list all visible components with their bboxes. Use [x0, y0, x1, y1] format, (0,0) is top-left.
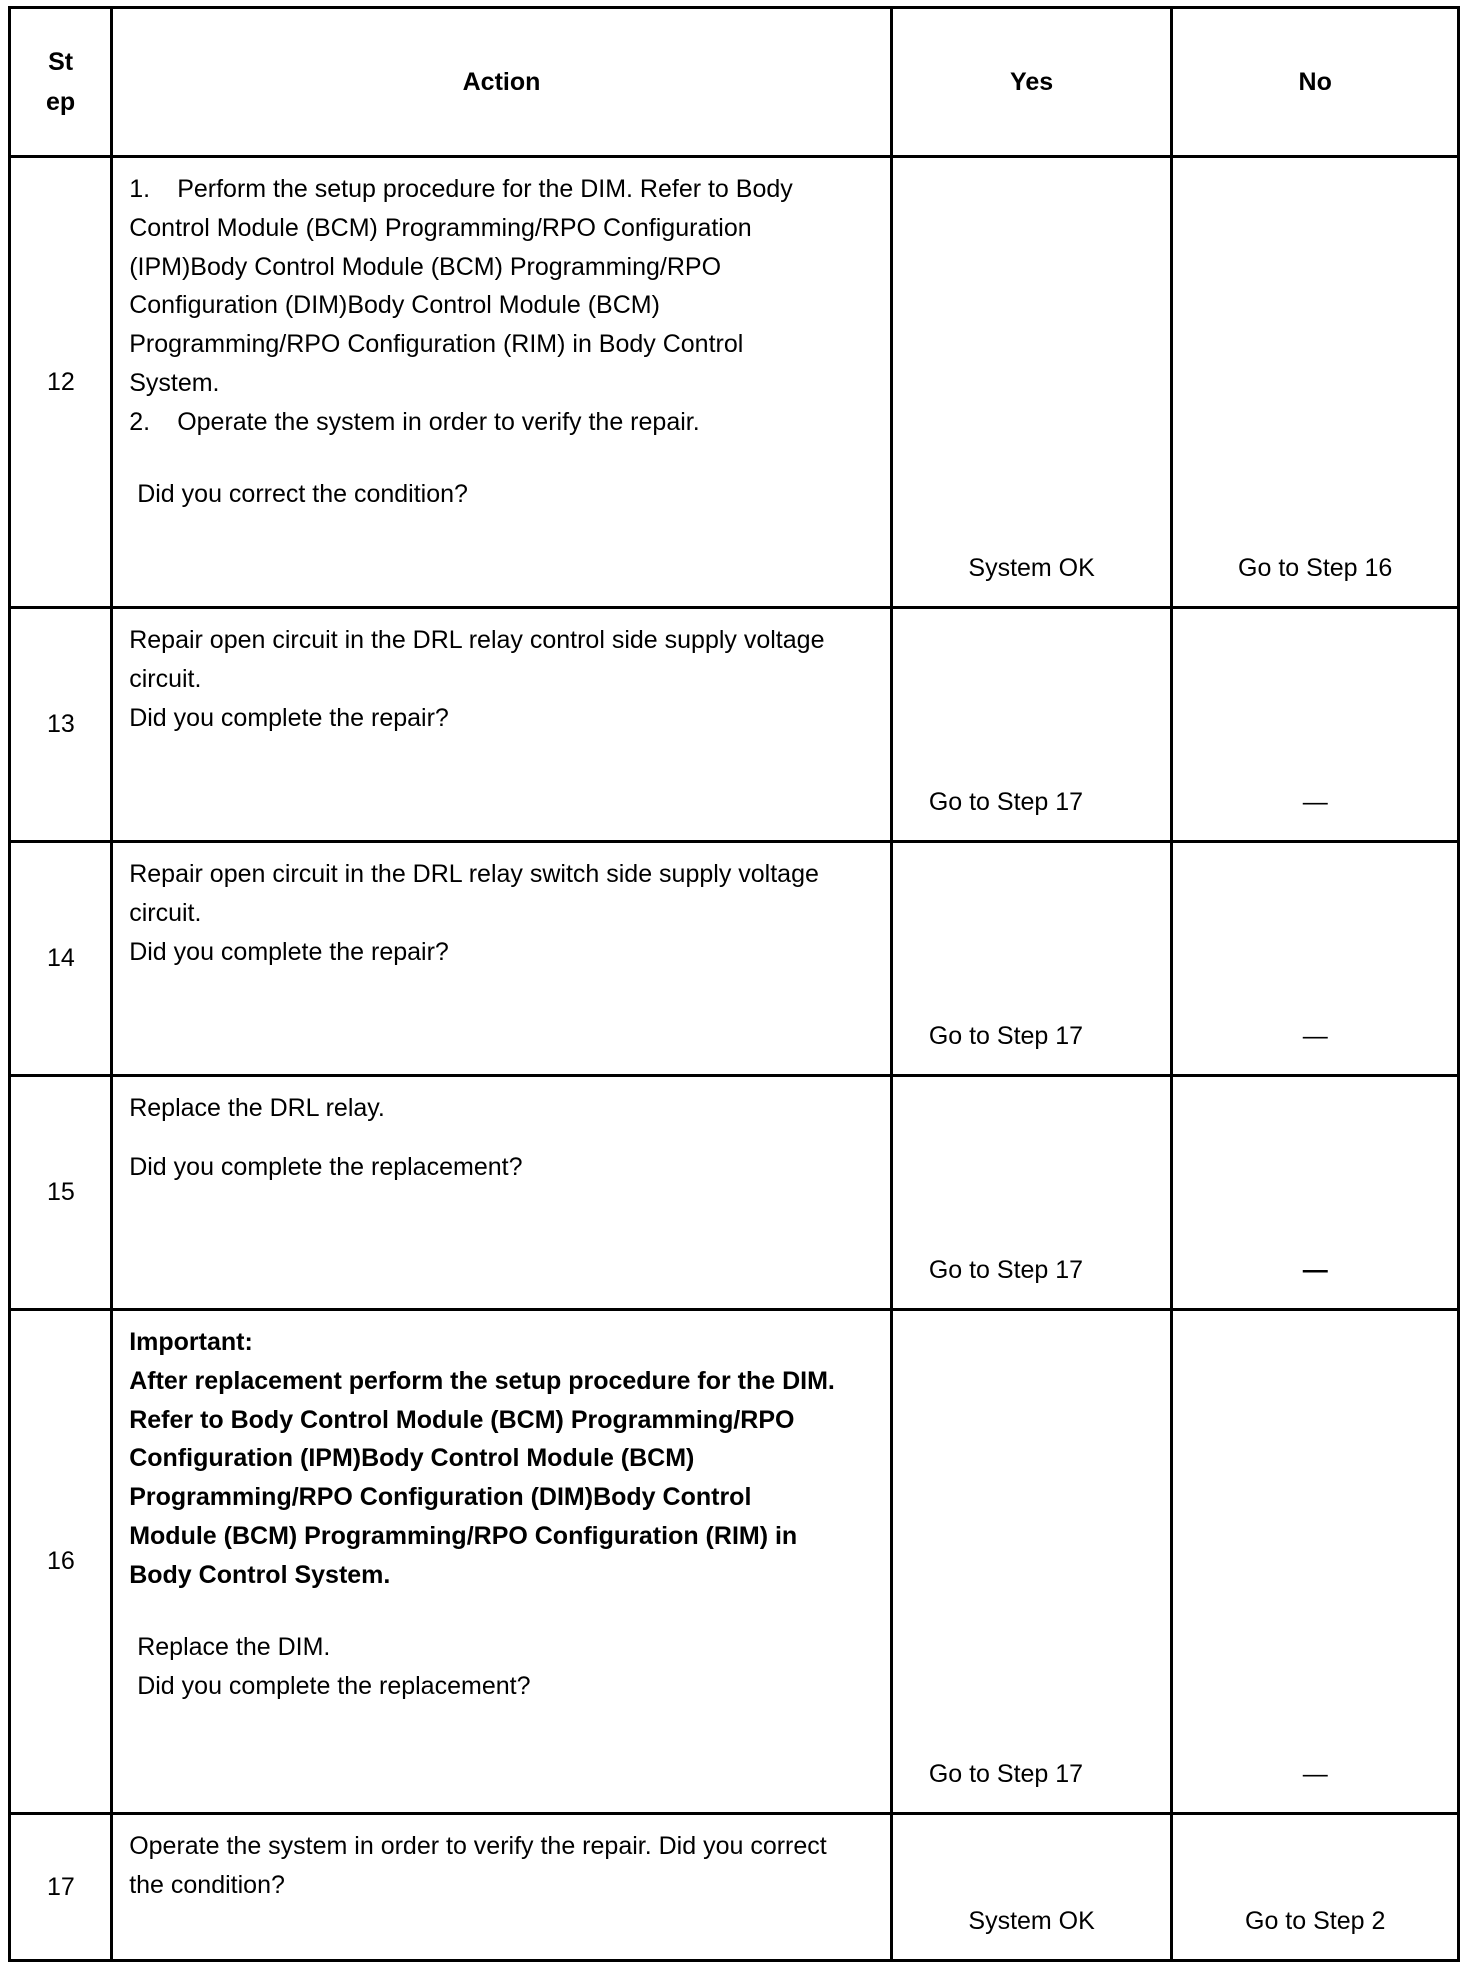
action-cell: [112, 1310, 892, 1814]
item-number: 2.: [129, 407, 151, 436]
table-row-step-12: [10, 157, 1459, 608]
action-cell: [112, 157, 892, 608]
action-text: Replace the DRL relay.: [129, 1094, 385, 1122]
action-cell: [112, 608, 892, 842]
action-list-item: [129, 170, 840, 403]
table-row-step-15: [10, 1076, 1459, 1310]
action-question: Did you complete the replacement?: [129, 1152, 523, 1181]
action-cell: [112, 1814, 892, 1961]
header-step-line1: St: [48, 48, 74, 76]
no-result: —: [1172, 1076, 1459, 1310]
table-row-step-14: [10, 842, 1459, 1076]
table-row-step-17: [10, 1814, 1459, 1961]
item-number: 1.: [129, 175, 151, 203]
table-row-step-13: [10, 608, 1459, 842]
step-number: 16: [10, 1310, 112, 1814]
item-text: Perform the setup procedure for the DIM. Refer to Body Control Module (BCM) Programming/RPO Configuration (IPM)Body Control Module (BCM) Programming/RPO Configuration (DIM)Body Control Module (BCM) Programming/RPO Configuration (RIM) in Body Control System.: [129, 175, 793, 397]
no-result: —: [1172, 608, 1459, 842]
action-text: Operate the system in order to verify the repair. Did you correct the condition?: [129, 1832, 827, 1899]
step-number: 17: [10, 1814, 112, 1961]
header-action: Action: [112, 8, 892, 157]
no-result: —: [1172, 842, 1459, 1076]
diagnostic-steps-table: [8, 6, 1460, 1962]
yes-result: System OK: [891, 1814, 1172, 1961]
action-cell: [112, 1076, 892, 1310]
yes-result: System OK: [891, 157, 1172, 608]
important-text: After replacement perform the setup procedure for the DIM. Refer to Body Control Module (BCM) Programming/RPO Configuration (IPM)Body Control Module (BCM) Programming/RPO Configuration (DIM)Body Control Module (BCM) Programming/RPO Configuration (RIM) in Body Control System.: [129, 1366, 835, 1589]
no-result: Go to Step 16: [1172, 157, 1459, 608]
action-text: Repair open circuit in the DRL relay control side supply voltage circuit.: [129, 626, 825, 693]
header-no: No: [1172, 8, 1459, 157]
action-text: Repair open circuit in the DRL relay switch side supply voltage circuit.: [129, 860, 819, 927]
no-result: —: [1172, 1310, 1459, 1814]
table-row-step-16: [10, 1310, 1459, 1814]
item-text: Operate the system in order to verify the repair.: [177, 407, 700, 436]
step-number: 14: [10, 842, 112, 1076]
action-question: Did you complete the replacement?: [137, 1672, 531, 1700]
important-label: Important:: [129, 1328, 253, 1356]
step-number: 13: [10, 608, 112, 842]
table-header-row: [10, 8, 1459, 157]
header-step: [10, 8, 112, 157]
yes-result: Go to Step 17: [891, 1076, 1172, 1310]
step-number: 15: [10, 1076, 112, 1310]
step-number: 12: [10, 157, 112, 608]
yes-result: Go to Step 17: [891, 1310, 1172, 1814]
action-cell: [112, 842, 892, 1076]
action-question: Did you complete the repair?: [129, 703, 449, 732]
yes-result: Go to Step 17: [891, 842, 1172, 1076]
header-yes: Yes: [891, 8, 1172, 157]
header-step-line2: ep: [46, 88, 76, 116]
action-text: Replace the DIM.: [137, 1633, 331, 1662]
action-list-item: [129, 403, 840, 442]
action-question: Did you complete the repair?: [129, 937, 449, 966]
yes-result: Go to Step 17: [891, 608, 1172, 842]
no-result: Go to Step 2: [1172, 1814, 1459, 1961]
action-question: Did you correct the condition?: [137, 480, 468, 509]
